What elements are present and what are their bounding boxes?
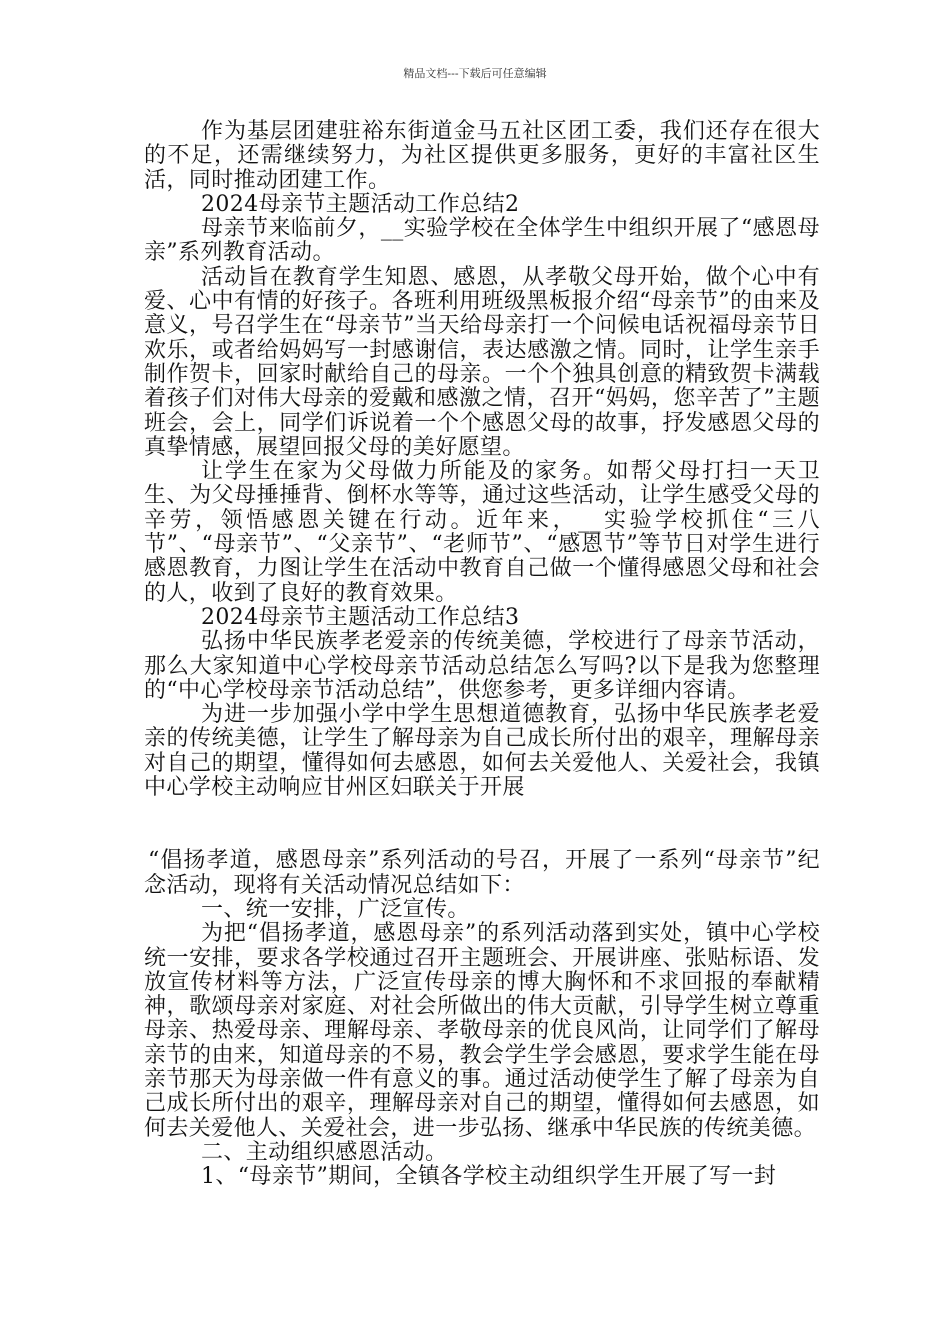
paragraph-publicity: 为把“倡扬孝道，感恩母亲”的系列活动落到实处，镇中心学校统一安排，要求各学校通过召开主题班会、开展讲座、张贴标语、发放宣传材料等方法，广泛宣传母亲的博大胸怀和不求回报的奉献精神，歌颂母亲对家庭、对社会所做出的伟大贡献，引导学生树立尊重母亲、热爱母亲、理解母亲、孝敬母亲的优良风尚，让同学们了解母亲节的由来，知道母亲的不易，教会学生学会感恩，要求学生能在母亲节那天为母亲做一件有意义的事。通过活动使学生了解了母亲为自己成长所付出的艰辛，理解母亲对自己的期望，懂得如何去感恩，如何去关爱他人、关爱社会，进一步弘扬、继承中华民族的传统美德。: [144, 921, 820, 1141]
section-heading-3: 2024母亲节主题活动工作总结3: [201, 604, 520, 630]
section-heading-2: 2024母亲节主题活动工作总结2: [201, 191, 520, 217]
document-body: [144, 120, 820, 1189]
page-header: 精品文档---下载后可任意编辑: [403, 67, 547, 80]
paragraph-moral-education: 为进一步加强小学中学生思想道德教育，弘扬中华民族孝老爱亲的传统美德，让学生了解母亲为自己成长所付出的艰辛，理解母亲对自己的期望，懂得如何去感恩，如何去关爱他人、关爱社会，我镇中心学校主动响应甘州区妇联关于开展: [144, 702, 820, 801]
page-break-gap: [144, 800, 820, 849]
subheading-gratitude-activities: 二、主动组织感恩活动。: [201, 1139, 448, 1165]
paragraph-housework: 让学生在家为父母做力所能及的家务。如帮父母打扫一天卫生、为父母捶捶背、倒杯水等等，通过这些活动，让学生感受父母的辛劳，领悟感恩关键在行动。近年来，__实验学校抓住“三八节”、“母亲节”、“父亲节”、“老师节”、“感恩节”等节日对学生进行感恩教育，力图让学生在活动中教育自己做一个懂得感恩父母和社会的人，收到了良好的教育效果。: [144, 459, 820, 606]
paragraph-intro-2: 母亲节来临前夕，__实验学校在全体学生中组织开展了“感恩母亲”系列教育活动。: [144, 216, 820, 266]
paragraph-activity-purpose: 活动旨在教育学生知恩、感恩，从孝敬父母开始，做个心中有爱、心中有情的好孩子。各班利用班级黑板报介绍“母亲节”的由来及意义，号召学生在“母亲节”当天给母亲打一个问候电话祝福母亲节日欢乐，或者给妈妈写一封感谢信，表达感激之情。同时，让学生亲手制作贺卡，回家时献给自己的母亲。一个个独具创意的精致贺卡满载着孩子们对伟大母亲的爱戴和感激之情，召开“妈妈，您辛苦了”主题班会，会上，同学们诉说着一个个感恩父母的故事，抒发感恩父母的真挚情感，展望回报父母的美好愿望。: [144, 264, 820, 460]
subheading-unified-arrangement: 一、统一安排，广泛宣传。: [201, 896, 470, 922]
paragraph-letter-writing: 1、“母亲节”期间，全镇各学校主动组织学生开展了写一封: [201, 1164, 777, 1190]
paragraph-campaign-summary: “倡扬孝道，感恩母亲”系列活动的号召，开展了一系列“母亲节”纪念活动，现将有关活动情况总结如下：: [144, 848, 820, 898]
paragraph-closing-remarks: 作为基层团建驻裕东街道金马五社区团工委，我们还存在很大的不足，还需继续努力，为社区提供更多服务，更好的丰富社区生活，同时推动团建工作。: [144, 119, 820, 193]
paragraph-intro-3: 弘扬中华民族孝老爱亲的传统美德，学校进行了母亲节活动，那么大家知道中心学校母亲节活动总结怎么写吗?以下是我为您整理的“中心学校母亲节活动总结”，供您参考，更多详细内容请。: [144, 629, 820, 703]
